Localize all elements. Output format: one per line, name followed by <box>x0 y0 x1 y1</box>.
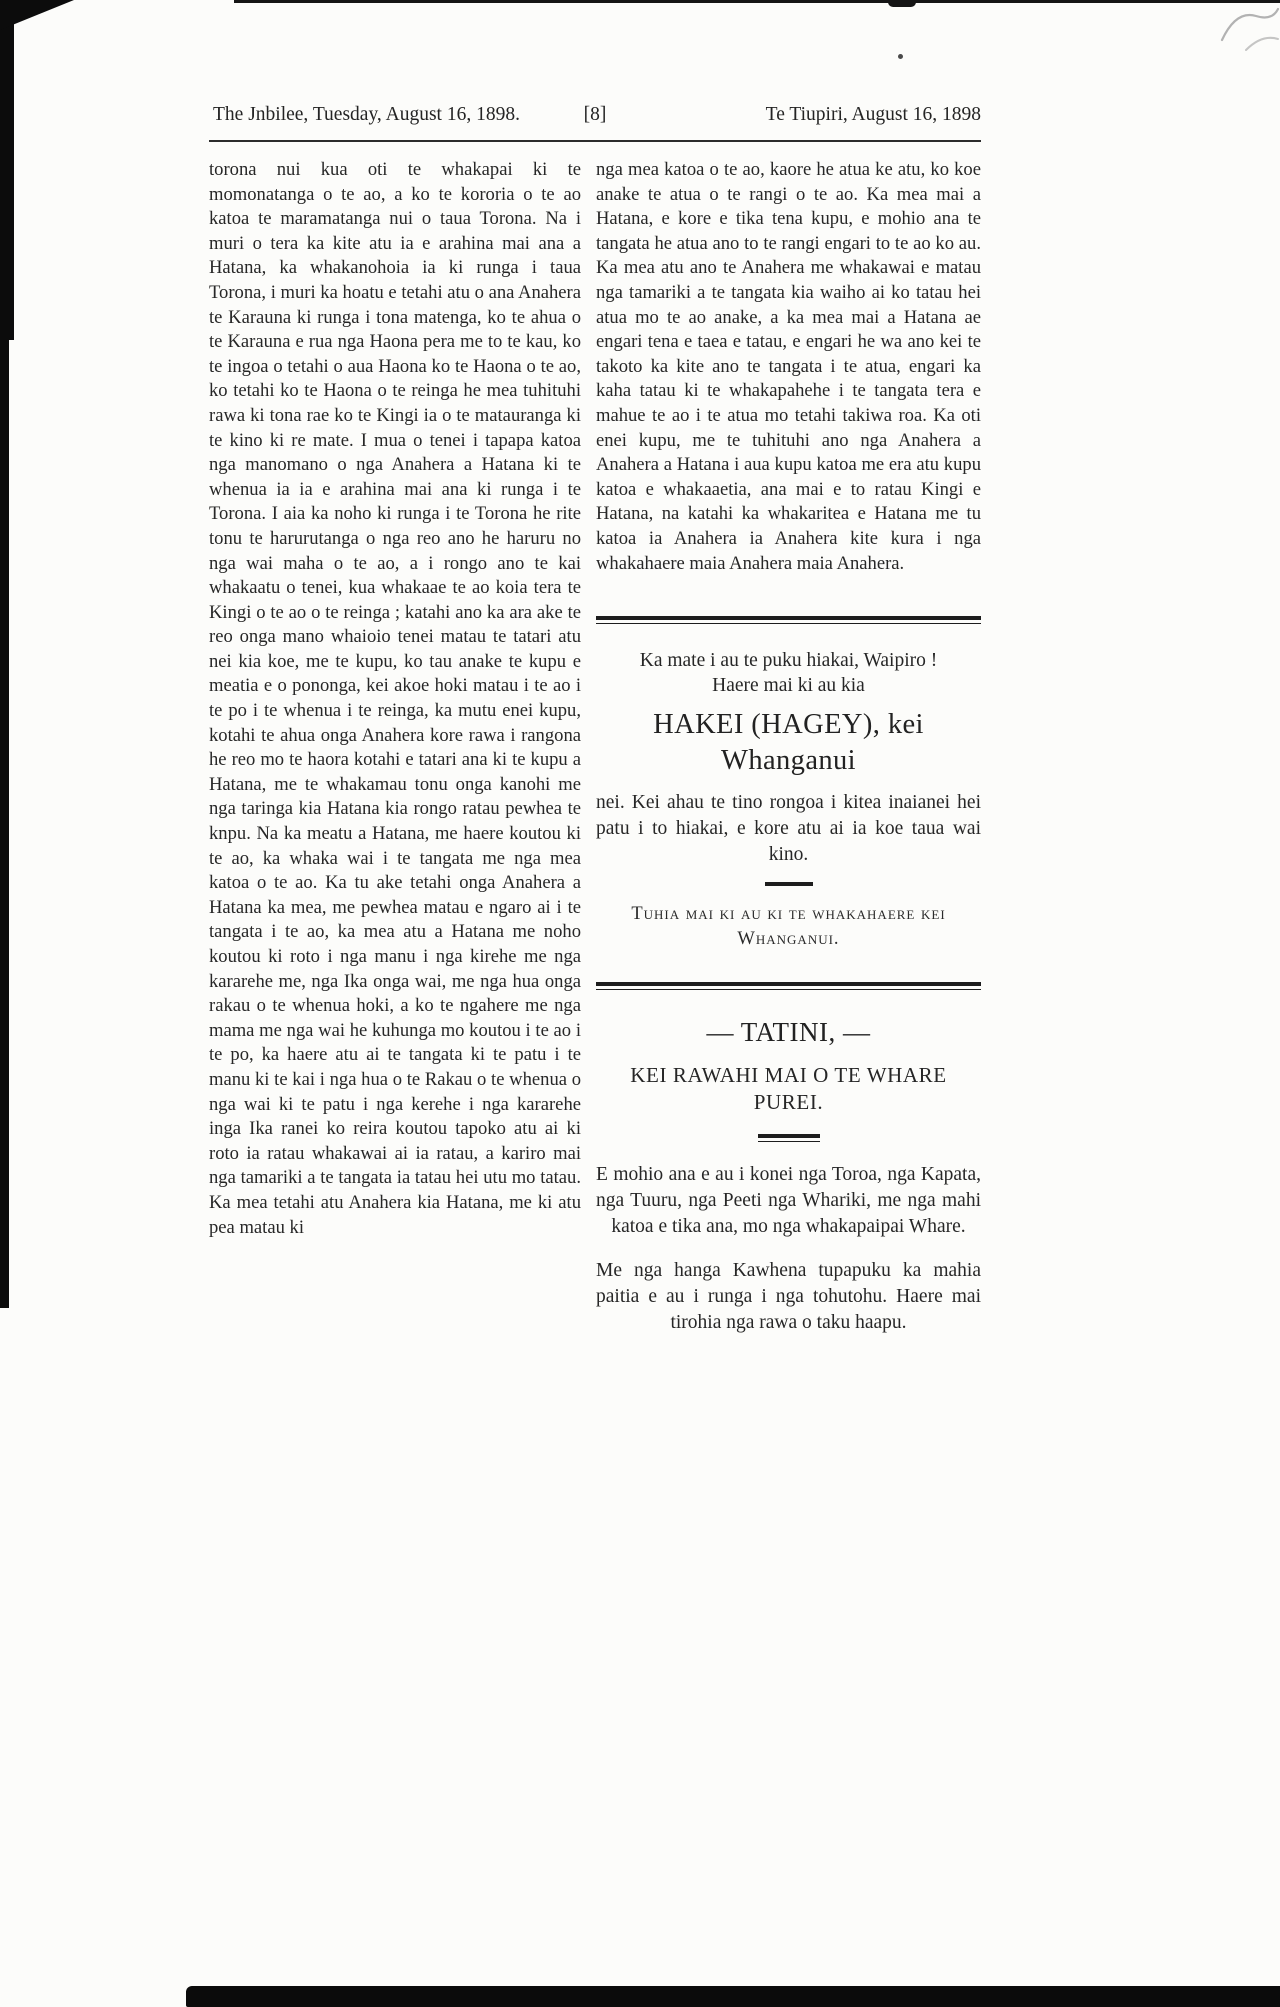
advert-hagey-line2: Haere mai ki au kia <box>712 675 865 697</box>
advert-hagey <box>596 648 981 952</box>
left-column <box>209 158 581 1336</box>
header-right-title: Te Tiupiri, August 16, 1898 <box>765 104 981 125</box>
advert-tatini <box>596 1016 981 1336</box>
page-content <box>209 104 981 1336</box>
header-page-number: [8] <box>583 104 607 125</box>
advert-tatini-rule <box>758 1134 820 1142</box>
scan-artifact-bottom-edge <box>186 1986 1280 2007</box>
header-left-title: The Jnbilee, Tuesday, August 16, 1898. <box>213 104 520 125</box>
scan-artifact-left-edge-top <box>0 0 14 340</box>
advert-hagey-footer: Tuhia mai ki au ki te whakahaere kei Whanganui. <box>631 904 946 950</box>
article-text-right: nga mea katoa o te ao, kaore he atua ke atu, ko koe anake te atua o te rangi o te ao. Ka mea mai a Hatana, e kore e tika tena kupu, e mohio ana te tangata he atua ano to te rangi engari to te ao ko au. Ka mea atu ano te Anahera me whakawai e matau nga tamariki a te tangata kia waiho ai ko tatau hei atua mo te ao anake, a ka mea mai a Hatana ae engari tena e taea e tatau, e engari he wa ano kei te takoto ka kite ano te tangata i te atua, engari ka kaha tatau ki te whakapahehe i te tangata tera e mahue te ao i te atua mo tetahi takiwa roa. Ka oti enei kupu, me te tuhituhi ano nga Anahera a Anahera a Hatana i aua kupu katoa me era atu kupu katoa e whakaaetia, ana mai e to ratau Kingi e Hatana, na katahi ka whakaritea e Hatana me tu katoa ia Anahera ia Anahera kite kura i nga whakahaere maia Anahera maia Anahera. <box>596 159 981 574</box>
right-column <box>596 158 981 1336</box>
advert-tatini-para2: Me nga hanga Kawhena tupapuku ka mahia paitia e au i runga i nga tohutohu. Haere mai tirohia nga rawa o taku haapu. <box>596 1260 981 1334</box>
header-rule <box>209 140 981 142</box>
scan-artifact-left-edge-lower <box>0 340 9 1308</box>
advert-hagey-body: nei. Kei ahau te tino rongoa i kitea inaianei hei patu i to hiakai, e kore atu ai ia koe taua wai kino. <box>596 792 981 866</box>
article-text-left: torona nui kua oti te whakapai ki te momonatanga o te ao, a ko te kororia o te ao katoa te maramatanga nui o taua Torona. Na i muri o tera ka kite atu ia e arahina mai ana a Hatana, ka whakanohoia ia ki runga i taua Torona, i muri ka hoatu e tetahi atu o ana Anahera te Karauna ki runga i tona matenga, ko te ahua o te Karauna e rua nga Haona pera me to te kau, ko te ingoa o tetahi o aua Haona ko te Haona o te ao, ko tetahi ko te Haona o te reinga he mea tuhituhi rawa ki tona rae ko te Kingi ia o te matauranga ki te kino ki re mate. I mua o tenei i tapapa katoa nga manomano o nga Anahera a Hatana ki te whenua ia ia e arahina mai ana ki runga i te Torona. I aia ka noho ki runga i te Torona he rite tonu te harurutanga o nga reo ano he haruru no nga wai maha o te ao, a i rongo ano te kai whakaatu o tenei, kua whakaae te ao koia tera te Kingi o te ao o te reinga ; katahi ano ka ara ake te reo onga mano whaioio tenei matau te tatari atu nei kia koe, me te kupu, ko tau anake te kupu e meatia e o pononga, kei akoe hoki matau i te ao i te po i te whenua i te reinga, ka mutu enei kupu, kotahi te ahua onga Anahera kore rawa i rangona he reo mo te haora kotahi e tatari ana ki te kupu a Hatana, me te whakamau tonu onga kanohi me nga taringa kia Hatana kia rongo ratau pewhea te knpu. Na ka meatu a Hatana, me haere koutou ki te ao, ka whaka wai i te tangata me nga mea katoa o te ao. Ka tu ake tetahi onga Anahera a Hatana ka mea, me pewhea matau e ngaro ai i te tangata i te ao, ka mea atu a Hatana me noho koutou ki roto i nga manu i nga kirehe me nga kararehe me, nga Ika onga wai, me nga hua onga rakau o te whenua hoki, a ko te ngahere me nga mama me nga wai he kuhunga mo koutou i te ao i te po, ka haere atu ai te tangata ki te patu i te manu ki te kai i nga hua o te Rakau o te whenua o nga wai ki te patu i nga kerehe i nga kararehe inga Ika ranei ko reira koutou tapoko atu ai ki roto ia ratau whakawai ai ia ratau, a kariro mai nga tamariki a te tangata ia tatau hei utu mo tatau. Ka mea tetahi atu Anahera kia Hatana, me ki atu pea matau ki <box>209 159 581 1238</box>
advert-hagey-rule <box>765 882 813 886</box>
advert-tatini-subtitle: KEI RAWAHI MAI O TE WHARE PUREI. <box>630 1063 947 1115</box>
scan-artifact-top-edge <box>234 0 1280 3</box>
advert-hagey-line1: Ka mate i au te puku hiakai, Waipiro ! <box>639 650 938 672</box>
scan-artifact-speck <box>898 54 903 59</box>
pencil-mark <box>1218 4 1280 56</box>
scan-artifact-top-tick <box>888 0 916 7</box>
page-header <box>209 104 981 132</box>
section-divider-2 <box>596 982 981 990</box>
advert-tatini-title: — TATINI, — <box>706 1017 871 1048</box>
advert-tatini-para1: E mohio ana e au i konei nga Toroa, nga Kapata, nga Tuuru, nga Peeti nga Whariki, me nga mahi katoa e tika ana, mo nga whakapaipai Whare. <box>596 1164 981 1238</box>
section-divider-1 <box>596 616 981 624</box>
column-layout <box>209 158 981 1336</box>
advert-hagey-headline: HAKEI (HAGEY), kei Whanganui <box>653 709 924 777</box>
